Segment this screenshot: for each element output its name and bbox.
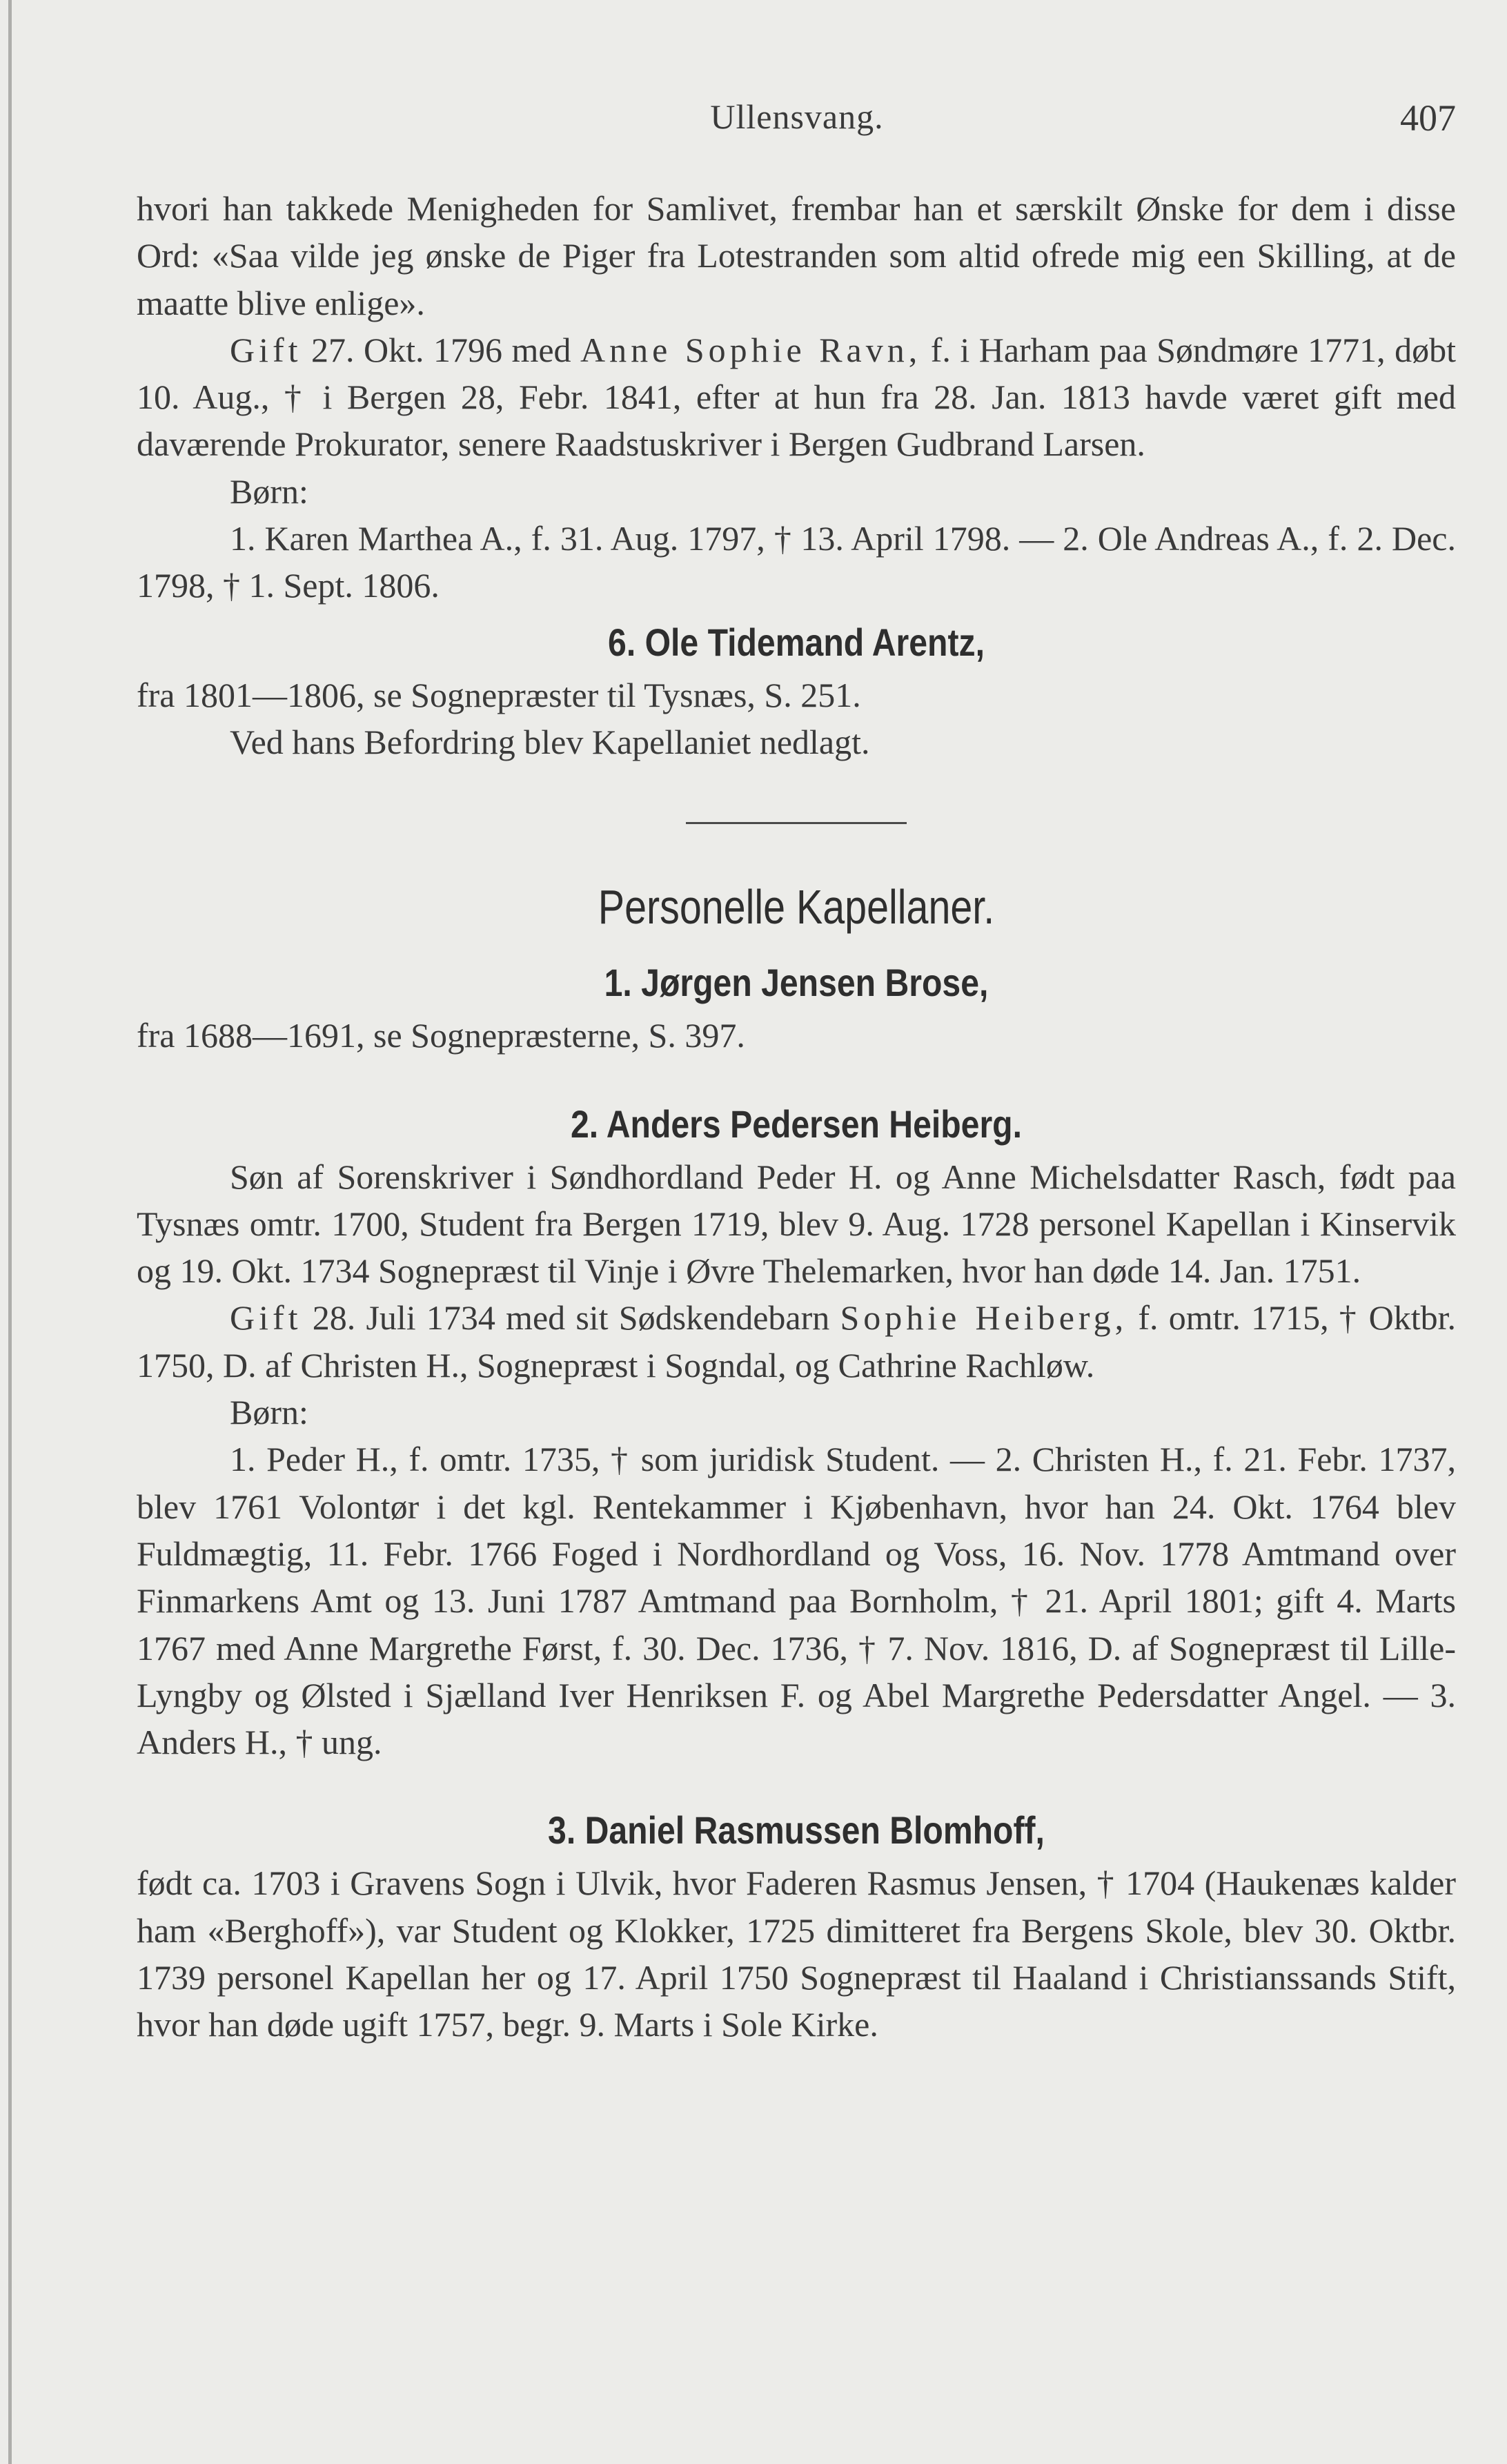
marriage-details: f. i Harham paa Søndmøre 1771, døbt 10. Aug., † i Bergen 28, Febr. 1841, efter at hun fra 28. Jan. 1813 havde været gift med daværende Prokurator, senere Raadstuskriver i Bergen Gudbrand Larsen.	[137, 330, 1457, 464]
spouse-name: Anne Sophie Ravn,	[580, 330, 922, 369]
entry-heading-1: 1. Jørgen Jensen Brose,	[604, 961, 989, 1005]
entry-heading-3: 3. Daniel Rasmussen Blomhoff,	[548, 1808, 1045, 1852]
section-divider	[686, 822, 907, 824]
entry-6-line-2: Ved hans Befordring blev Kapellaniet nedlagt.	[230, 722, 870, 761]
page-number: 407	[1400, 97, 1456, 139]
entry-2-paragraph: Søn af Sorenskriver i Søndhordland Peder H. og Anne Michelsdatter Rasch, født paa Tysnæs omtr. 1700, Student fra Bergen 1719, blev 9. Aug. 1728 personel Kapellan i Kinservik og 19. Okt. 1734 Sognepræst til Vinje i Øvre Thelemarken, hvor han døde 14. Jan. 1751.	[137, 1157, 1456, 1291]
entry-2-marriage-details: f. omtr. 1715, † Oktbr. 1750, D. af Christen H., Sognepræst i Sogndal, og Cathrine Rachløw.	[137, 1298, 1457, 1385]
entry-2-spouse-name: Sophie Heiberg,	[840, 1298, 1128, 1338]
page-body	[137, 185, 1456, 2049]
children-paragraph: 1. Karen Marthea A., f. 31. Aug. 1797, † 13. April 1798. — 2. Ole Andreas A., f. 2. Dec. 1798, † 1. Sept. 1806.	[137, 519, 1456, 605]
entry-heading-6: 6. Ole Tidemand Arentz,	[608, 620, 985, 664]
running-header-title: Ullensvang.	[710, 97, 884, 136]
section-title: Personelle Kapellaner.	[598, 880, 995, 935]
entry-1-line-1: fra 1688—1691, se Sognepræsterne, S. 397.	[137, 1016, 745, 1055]
entry-6-line-1: fra 1801—1806, se Sognepræster til Tysnæs, S. 251.	[137, 675, 861, 714]
entry-3-paragraph: født ca. 1703 i Gravens Sogn i Ulvik, hvor Faderen Rasmus Jensen, † 1704 (Haukenæs kalder ham «Berghoff»), var Student og Klokker, 1725 dimitteret fra Bergens Skole, blev 30. Oktbr. 1739 personel Kapellan her og 17. April 1750 Sognepræst til Haaland i Christianssands Stift, hvor han døde ugift 1757, begr. 9. Marts i Sole Kirke.	[137, 1864, 1456, 2044]
entry-2-marriage	[137, 1294, 1456, 1389]
entry-2-children-label: Børn:	[230, 1393, 308, 1432]
entry-2-marriage-date: 28. Juli 1734 med sit Sødskendebarn	[312, 1298, 830, 1338]
entry-2-children: 1. Peder H., f. omtr. 1735, † som juridisk Student. — 2. Christen H., f. 21. Febr. 1737, blev 1761 Volontør i det kgl. Rentekammer i Kjøbenhavn, hvor han 24. Okt. 1764 blev Fuldmægtig, 11. Febr. 1766 Foged i Nordhordland og Voss, 16. Nov. 1778 Amtmand over Finmarkens Amt og 13. Juni 1787 Amtmand paa Bornholm, † 21. April 1801; gift 4. Marts 1767 med Anne Margrethe Først, f. 30. Dec. 1736, † 7. Nov. 1816, D. af Sognepræst til Lille-Lyngby og Ølsted i Sjælland Iver Henriksen F. og Abel Margrethe Pedersdatter Angel. — 3. Anders H., † ung.	[137, 1440, 1456, 1762]
running-header	[138, 97, 1456, 152]
children-label: Børn:	[230, 471, 308, 511]
intro-paragraph: hvori han takkede Menigheden for Samlivet, frembar han et særskilt Ønske for dem i disse Ord: «Saa vilde jeg ønske de Piger fra Lotestranden som altid ofrede mig een Skilling, at de maatte blive enlige».	[137, 189, 1456, 322]
entry-heading-2: 2. Anders Pedersen Heiberg.	[571, 1102, 1022, 1146]
entry-2-marriage-label: Gift	[230, 1298, 302, 1338]
marriage-date: 27. Okt. 1796 med	[311, 330, 571, 369]
spacer	[137, 1059, 1456, 1091]
marriage-paragraph	[137, 326, 1456, 468]
spacer	[137, 1766, 1456, 1797]
marriage-label: Gift	[230, 330, 302, 369]
page-edge-line	[8, 0, 12, 2464]
